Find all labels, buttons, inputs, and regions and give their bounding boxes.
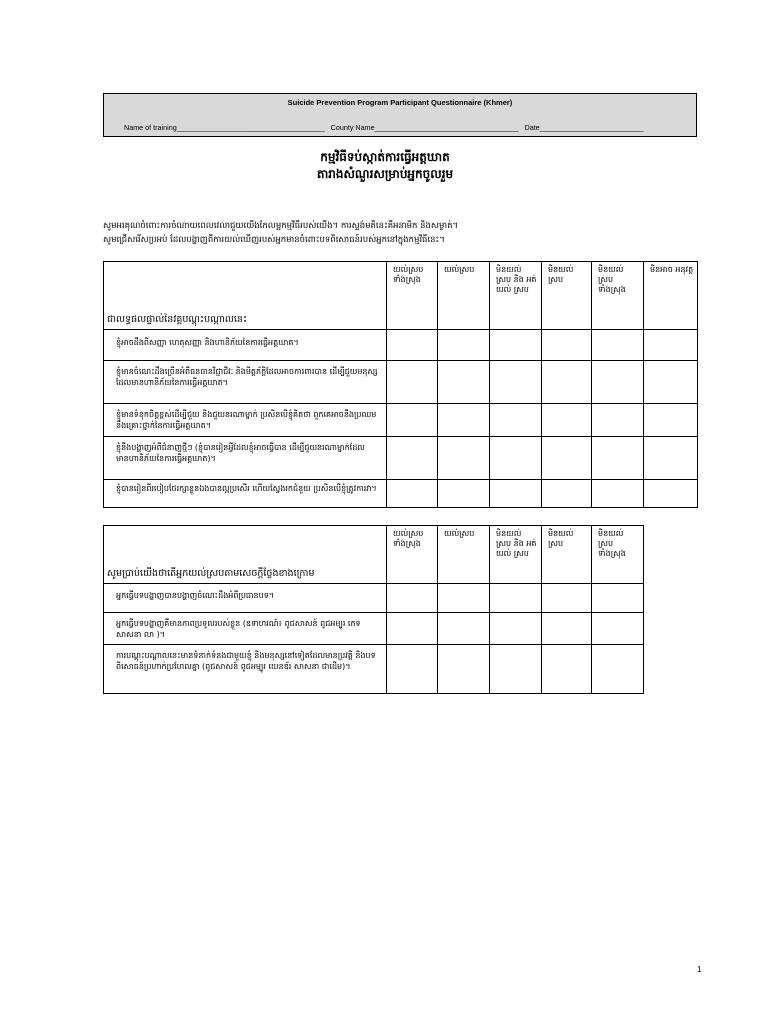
answer-cell xyxy=(542,330,592,361)
document-title-line2: តារាងសំណួរសម្រាប់អ្នកចូលរួម xyxy=(316,167,454,181)
answer-cell xyxy=(592,645,644,694)
answer-cell xyxy=(490,437,542,480)
answer-cell xyxy=(387,361,438,404)
answer-cell xyxy=(592,330,644,361)
column-not-applicable: មិនអាច អនុវត្ត xyxy=(650,265,694,274)
presenter-feedback-table xyxy=(103,525,644,694)
table-header-row xyxy=(104,526,644,584)
column-neutral: មិនយល់ ស្រប និង អត់យល់ ស្រប xyxy=(496,265,537,294)
answer-cell xyxy=(644,437,698,480)
table-row xyxy=(104,584,644,613)
column-neutral: មិនយល់ ស្រប និង អត់យល់ ស្រប xyxy=(496,529,537,558)
answer-cell xyxy=(490,404,542,437)
column-agree: យល់ស្រប xyxy=(444,265,475,274)
answer-cell xyxy=(592,480,644,508)
intro-line2: សូមជ្រើសរើសប្រអប់ ដែលបង្ហាញពីការយល់ឃើញរបស់អ្នកមានចំពោះបទពិសោធន៍របស់អ្នកនៅក្នុងកម្មវិធីនេះ។ xyxy=(103,235,445,245)
answer-cell xyxy=(644,404,698,437)
answer-cell xyxy=(387,480,438,508)
answer-cell xyxy=(387,330,438,361)
intro-line1: សូមអរគុណចំពោះការចំណាយពេលវេលាជួយយើងកែលម្អកម្មវិធីរបស់យើង។ ការស្ទង់មតិនេះគឺអនាមិក និងសម្ងាត់។ xyxy=(103,221,459,231)
date-field: Date__________________________ xyxy=(524,123,644,132)
answer-cell xyxy=(542,584,592,613)
answer-cell xyxy=(592,361,644,404)
column-disagree: មិនយល់ ស្រប xyxy=(548,529,574,548)
answer-cell xyxy=(644,480,698,508)
answer-cell xyxy=(542,613,592,645)
statement-text: ការបណ្តុះបណ្តាលនេះមានទំនាក់ទំនងជាមួយខ្ញុំ និងមនុស្សនៅទៀតដែលមានប្រវត្តិ និងបទពិសោធន៍ប្រហាក់ប្រហែលគ្នា (ពូជសាសន៍ ពូជអម្បូរ យេនឌ័រ សាសនា ជាដើម)។ xyxy=(116,651,376,671)
table-row xyxy=(104,404,698,437)
answer-cell xyxy=(490,480,542,508)
table-row xyxy=(104,613,644,645)
answer-cell xyxy=(438,645,490,694)
outcomes-table xyxy=(103,261,698,508)
table-row xyxy=(104,645,644,694)
answer-cell xyxy=(592,404,644,437)
document-title-line1: កម្មវិធីទប់ស្កាត់ការធ្វើអត្តឃាត xyxy=(320,150,450,164)
answer-cell xyxy=(438,437,490,480)
answer-cell xyxy=(542,480,592,508)
form-header-fields xyxy=(124,123,684,132)
answer-cell xyxy=(438,480,490,508)
column-strongly-disagree: មិនយល់ ស្រប ទាំងស្រុង xyxy=(598,529,626,558)
answer-cell xyxy=(387,584,438,613)
answer-cell xyxy=(490,361,542,404)
answer-cell xyxy=(542,361,592,404)
column-agree: យល់ស្រប xyxy=(444,529,475,538)
answer-cell xyxy=(592,437,644,480)
county-name-field: County Name____________________________________ xyxy=(330,123,519,132)
answer-cell xyxy=(438,584,490,613)
answer-cell xyxy=(387,404,438,437)
table-row xyxy=(104,480,698,508)
answer-cell xyxy=(438,613,490,645)
answer-cell xyxy=(644,330,698,361)
answer-cell xyxy=(542,645,592,694)
statement-text: ខ្ញុំបានរៀនពីរបៀបថែរក្សាខ្លួនឯងបានល្អប្រសើរ ហើយស្វែងរកជំនួយ ប្រសិនបើខ្ញុំត្រូវការវា។ xyxy=(116,484,377,493)
answer-cell xyxy=(387,613,438,645)
answer-cell xyxy=(490,645,542,694)
answer-cell xyxy=(387,645,438,694)
answer-cell xyxy=(387,437,438,480)
page-number: 1 xyxy=(697,965,702,974)
column-strongly-disagree: មិនយល់ ស្រប ទាំងស្រុង xyxy=(598,265,626,294)
answer-cell xyxy=(644,361,698,404)
table-row xyxy=(104,437,698,480)
answer-cell xyxy=(592,613,644,645)
training-name-field: Name of training_____________________________________ xyxy=(124,123,325,132)
feedback-label-header: សូមប្រាប់យើងថាតើអ្នកយល់ស្របតាមសេចក្តីថ្លែងខាងក្រោម xyxy=(107,568,315,579)
statement-text: ខ្ញុំមានទំនុកចិត្តខ្ពស់ដើម្បីជួយ និងជួយនរណាម្នាក់ ប្រសិនបើខ្ញុំគិតថា ពួកគេអាចនឹងប្រឈមនឹងគ្រោះថ្នាក់នៃការធ្វើអត្តឃាត។ xyxy=(116,410,377,430)
statement-text: ខ្ញុំមានចំណេះដឹងច្រើនអំពីធនធានវិជ្ជាជីវៈ និងមិត្តភ័ក្តិដែលអាចការពារបាន ដើម្បីជួយមនុស្សដែលមានហានិភ័យនៃការធ្វើអត្តឃាត។ xyxy=(116,367,378,387)
table-row xyxy=(104,330,698,361)
column-strongly-agree: យល់ស្រប ទាំងស្រុង xyxy=(393,529,424,548)
table-header-row xyxy=(104,262,698,330)
column-disagree: មិនយល់ ស្រប xyxy=(548,265,574,284)
statement-text: ខ្ញុំនឹងបង្ហាញអំពីជំនាញថ្មីៗ (ខ្ញុំបានរៀនអ្វីដែលខ្ញុំអាចធ្វើបាន ដើម្បីជួយនរណាម្នាក់ដែលមានហានិភ័យនៃការធ្វើអត្តឃាត)។ xyxy=(116,443,365,463)
answer-cell xyxy=(438,404,490,437)
outcomes-label-header: ជាលទ្ធផលផ្ទាល់នៃវគ្គបណ្តុះបណ្តាលនេះ xyxy=(107,314,248,325)
answer-cell xyxy=(542,404,592,437)
answer-cell xyxy=(542,437,592,480)
statement-text: ខ្ញុំអាចដឹងពីសញ្ញា ហេតុសញ្ញា និងហានិភ័យនៃការធ្វើអត្តឃាត។ xyxy=(116,338,299,347)
form-header-title: Suicide Prevention Program Participant Questionnaire (Khmer) xyxy=(287,98,513,107)
answer-cell xyxy=(490,613,542,645)
answer-cell xyxy=(490,584,542,613)
form-header-box xyxy=(103,93,697,137)
statement-text: អ្នកធ្វើបទបង្ហាញបានបង្ហាញចំណេះដឹងអំពីប្រធានបទ។ xyxy=(116,591,275,600)
column-strongly-agree: យល់ស្រប ទាំងស្រុង xyxy=(393,265,424,284)
answer-cell xyxy=(490,330,542,361)
answer-cell xyxy=(438,330,490,361)
table-row xyxy=(104,361,698,404)
answer-cell xyxy=(438,361,490,404)
answer-cell xyxy=(592,584,644,613)
statement-text: អ្នកធ្វើបទបង្ហាញគឺមានភាពប្រទូលរបស់ខ្លួន (ឧទាហរណ៍៖ ពូជសាសន៍ ពូជអម្បូរ ភេទ សាសនា លា )។ xyxy=(116,619,361,639)
